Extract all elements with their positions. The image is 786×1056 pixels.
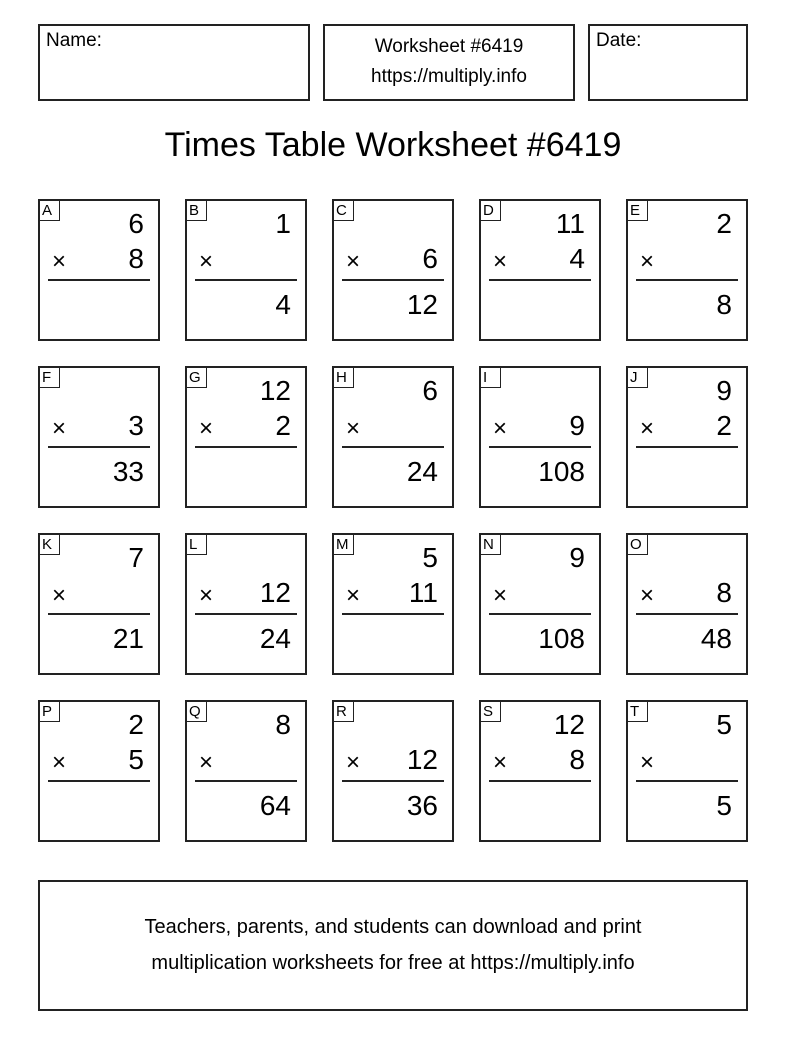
answer-value: 21	[112, 623, 144, 654]
times-sign: ×	[493, 415, 508, 442]
multiplier: 8	[128, 243, 144, 274]
multiplicand: 5	[716, 709, 732, 740]
multiplier: 5	[128, 744, 144, 775]
footer-line-2: multiplication worksheets for free at https://multiply.info	[151, 952, 635, 974]
times-sign: ×	[493, 248, 508, 275]
times-sign: ×	[346, 582, 361, 609]
problem-s[interactable]	[479, 700, 601, 842]
multiplicand: 5	[422, 542, 438, 573]
footer-line-1: Teachers, parents, and students can download and print	[144, 916, 642, 938]
multiplier: 8	[569, 744, 585, 775]
multiplicand: 11	[555, 208, 585, 239]
problem-letter: O	[628, 535, 648, 555]
multiplicand: 2	[716, 208, 732, 239]
multiplicand: 9	[716, 375, 732, 406]
problem-letter: B	[187, 201, 207, 221]
answer-line	[636, 279, 738, 281]
answer-line	[489, 279, 591, 281]
answer-line	[636, 780, 738, 782]
answer-line	[48, 279, 150, 281]
answer-value: 12	[406, 289, 438, 320]
problem-f[interactable]	[38, 366, 160, 508]
footer-box	[38, 880, 748, 1011]
answer-value: 48	[700, 623, 732, 654]
problem-d[interactable]	[479, 199, 601, 341]
answer-line	[48, 780, 150, 782]
multiplicand: 2	[128, 709, 144, 740]
answer-value: 36	[406, 790, 438, 821]
multiplier: 11	[408, 577, 438, 608]
problem-o[interactable]	[626, 533, 748, 675]
problem-letter: G	[187, 368, 207, 388]
multiplier: 6	[422, 243, 438, 274]
problem-letter: I	[481, 368, 501, 388]
answer-line	[342, 780, 444, 782]
multiplicand: 12	[259, 375, 291, 406]
multiplier: 9	[569, 410, 585, 441]
times-sign: ×	[640, 248, 655, 275]
answer-value: 108	[538, 456, 585, 487]
answer-value: 8	[716, 289, 732, 320]
problem-b[interactable]	[185, 199, 307, 341]
problem-a[interactable]	[38, 199, 160, 341]
problem-p[interactable]	[38, 700, 160, 842]
problem-letter: F	[40, 368, 60, 388]
problem-l[interactable]	[185, 533, 307, 675]
times-sign: ×	[199, 248, 214, 275]
multiplier: 12	[259, 577, 291, 608]
problem-letter: P	[40, 702, 60, 722]
times-sign: ×	[346, 248, 361, 275]
multiplicand: 6	[128, 208, 144, 239]
problem-h[interactable]	[332, 366, 454, 508]
answer-value: 64	[259, 790, 291, 821]
times-sign: ×	[640, 415, 655, 442]
answer-line	[195, 279, 297, 281]
answer-line	[342, 613, 444, 615]
answer-line	[48, 446, 150, 448]
times-sign: ×	[493, 582, 508, 609]
problem-letter: T	[628, 702, 648, 722]
multiplier: 2	[275, 410, 291, 441]
multiplicand: 8	[275, 709, 291, 740]
problem-letter: Q	[187, 702, 207, 722]
times-sign: ×	[346, 415, 361, 442]
problem-letter: K	[40, 535, 60, 555]
answer-line	[636, 613, 738, 615]
problem-letter: R	[334, 702, 354, 722]
times-sign: ×	[640, 582, 655, 609]
multiplier: 12	[406, 744, 438, 775]
multiplicand: 1	[275, 208, 291, 239]
multiplier: 8	[716, 577, 732, 608]
answer-line	[195, 446, 297, 448]
problem-r[interactable]	[332, 700, 454, 842]
times-sign: ×	[52, 582, 67, 609]
problem-j[interactable]	[626, 366, 748, 508]
problem-m[interactable]	[332, 533, 454, 675]
problem-letter: A	[40, 201, 60, 221]
times-sign: ×	[640, 749, 655, 776]
multiplicand: 7	[128, 542, 144, 573]
problem-letter: H	[334, 368, 354, 388]
worksheet-number: Worksheet #6419	[374, 36, 524, 57]
multiplicand: 6	[422, 375, 438, 406]
problem-t[interactable]	[626, 700, 748, 842]
times-sign: ×	[199, 749, 214, 776]
answer-value: 5	[716, 790, 732, 821]
answer-value: 24	[259, 623, 291, 654]
answer-line	[489, 780, 591, 782]
problem-k[interactable]	[38, 533, 160, 675]
problem-n[interactable]	[479, 533, 601, 675]
times-sign: ×	[199, 415, 214, 442]
multiplicand: 12	[553, 709, 585, 740]
multiplier: 2	[716, 410, 732, 441]
problem-g[interactable]	[185, 366, 307, 508]
answer-line	[489, 446, 591, 448]
answer-value: 4	[275, 289, 291, 320]
problem-q[interactable]	[185, 700, 307, 842]
answer-line	[342, 446, 444, 448]
answer-line	[636, 446, 738, 448]
times-sign: ×	[52, 248, 67, 275]
answer-line	[489, 613, 591, 615]
name-label: Name:	[46, 30, 102, 51]
answer-value: 33	[112, 456, 144, 487]
site-url: https://multiply.info	[371, 66, 527, 87]
problem-letter: C	[334, 201, 354, 221]
problem-c[interactable]	[332, 199, 454, 341]
times-sign: ×	[493, 749, 508, 776]
answer-line	[342, 279, 444, 281]
problem-e[interactable]	[626, 199, 748, 341]
problem-letter: J	[628, 368, 648, 388]
problem-letter: L	[187, 535, 207, 555]
problem-letter: E	[628, 201, 648, 221]
times-sign: ×	[346, 749, 361, 776]
multiplier: 3	[128, 410, 144, 441]
answer-line	[48, 613, 150, 615]
problem-i[interactable]	[479, 366, 601, 508]
times-sign: ×	[52, 749, 67, 776]
problem-letter: N	[481, 535, 501, 555]
answer-value: 24	[406, 456, 438, 487]
problem-letter: D	[481, 201, 501, 221]
date-label: Date:	[596, 30, 642, 51]
times-sign: ×	[52, 415, 67, 442]
problem-letter: M	[334, 535, 354, 555]
answer-line	[195, 613, 297, 615]
problem-letter: S	[481, 702, 501, 722]
page-title: Times Table Worksheet #6419	[164, 126, 622, 164]
answer-value: 108	[538, 623, 585, 654]
answer-line	[195, 780, 297, 782]
multiplicand: 9	[569, 542, 585, 573]
multiplier: 4	[569, 243, 585, 274]
times-sign: ×	[199, 582, 214, 609]
